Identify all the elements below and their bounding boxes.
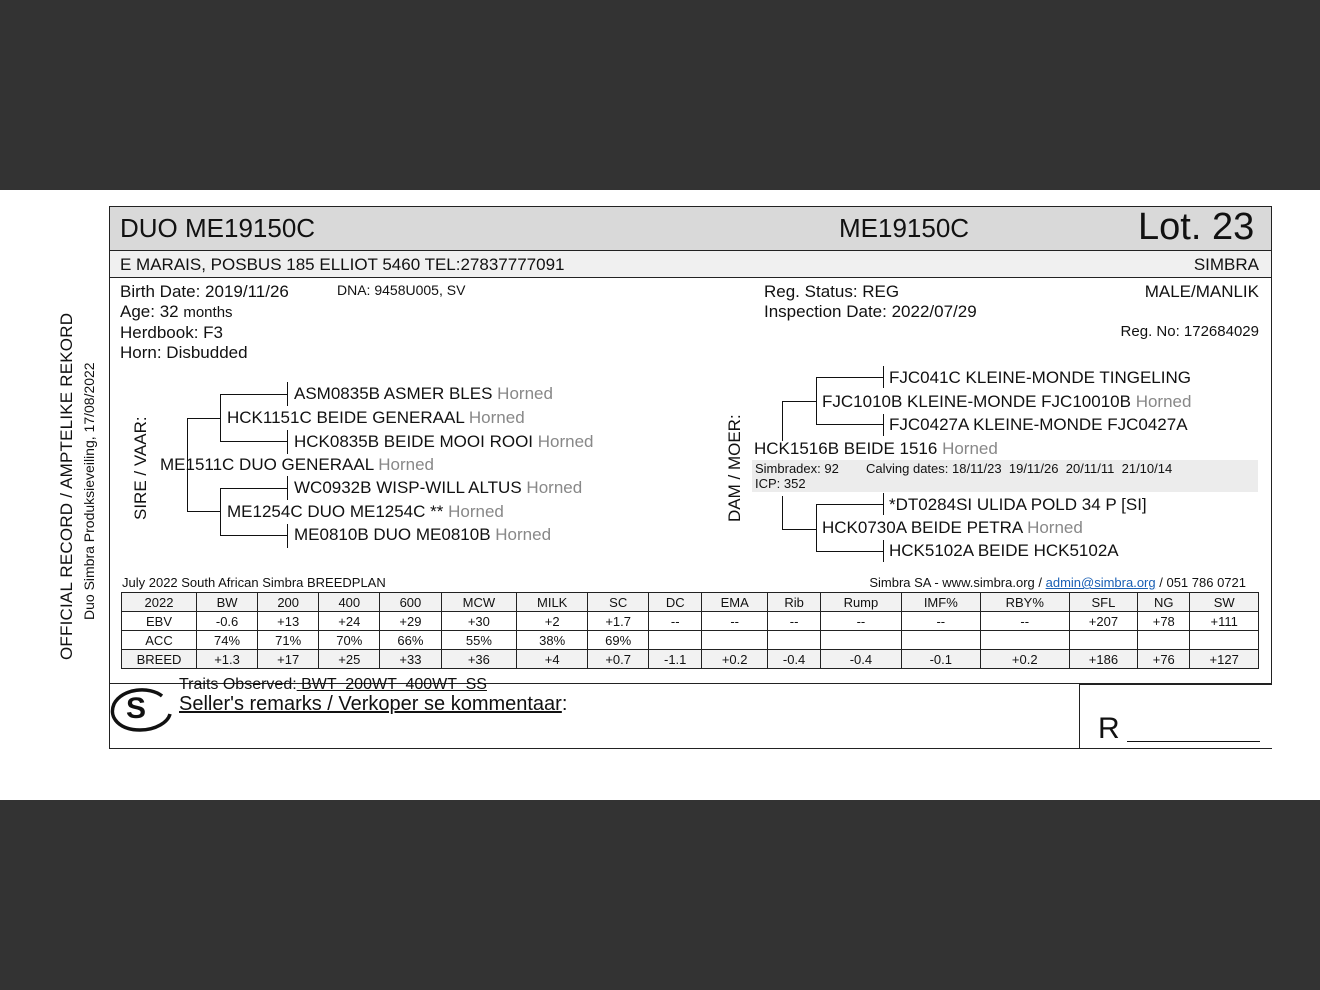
reg-number: Reg. No: 172684029 <box>1120 323 1259 340</box>
ebv-header-cell: MILK <box>517 593 588 612</box>
official-record-label: OFFICIAL RECORD / AMPTELIKE REKORD <box>57 312 76 660</box>
acc-row <box>122 631 1259 650</box>
dam-sire-sire: FJC041C KLEINE-MONDE TINGELING <box>889 368 1191 387</box>
breed-cell: +0.7 <box>588 650 649 669</box>
acc-cell <box>1190 631 1259 650</box>
sire-label: SIRE / VAAR: <box>131 416 150 520</box>
breed-cell: -1.1 <box>649 650 702 669</box>
acc-cell <box>1138 631 1190 650</box>
herdbook: Herdbook: F3 <box>120 323 223 342</box>
ebv-header-cell: IMF% <box>901 593 980 612</box>
sire-dam: ME1254C DUO ME1254C ** Horned <box>227 502 504 521</box>
acc-cell: 38% <box>517 631 588 650</box>
acc-cell: 66% <box>380 631 441 650</box>
ebv-header-row <box>122 593 1259 612</box>
dam-label: DAM / MOER: <box>725 414 744 522</box>
ebv-header-cell: NG <box>1138 593 1190 612</box>
acc-cell: 74% <box>197 631 258 650</box>
acc-cell <box>980 631 1069 650</box>
ebv-cell: -0.6 <box>197 612 258 631</box>
sire-sire-dam: HCK0835B BEIDE MOOI ROOI Horned <box>294 432 594 451</box>
reg-status: Reg. Status: REG <box>764 282 900 301</box>
breed-cell: +0.2 <box>980 650 1069 669</box>
dam-sire-dam: FJC0427A KLEINE-MONDE FJC0427A <box>889 415 1188 434</box>
acc-cell: 55% <box>441 631 517 650</box>
dam-dam-dam: HCK5102A BEIDE HCK5102A <box>889 541 1119 560</box>
auction-label: Duo Simbra Produksieveiling, 17/08/2022 <box>81 362 97 620</box>
seller-remarks: Seller's remarks / Verkoper se kommentaar: <box>179 693 568 715</box>
inspection-date: Inspection Date: 2022/07/29 <box>764 302 977 321</box>
horn-status: Horn: Disbudded <box>120 343 248 362</box>
animal-name: DUO ME19150C <box>120 213 316 243</box>
ebv-cell: -- <box>649 612 702 631</box>
sire-dam-sire: WC0932B WISP-WILL ALTUS Horned <box>294 478 583 497</box>
acc-cell: ACC <box>122 631 197 650</box>
sire-dam-dam: ME0810B DUO ME0810B Horned <box>294 525 552 544</box>
ebv-header-cell: SW <box>1190 593 1259 612</box>
ebv-header-cell: BW <box>197 593 258 612</box>
ebv-cell: +29 <box>380 612 441 631</box>
ebv-header-cell: Rib <box>768 593 821 612</box>
sire-sire-sire: ASM0835B ASMER BLES Horned <box>294 384 553 403</box>
sex: MALE/MANLIK <box>1144 282 1259 301</box>
price-line[interactable] <box>1127 741 1260 742</box>
acc-cell <box>702 631 768 650</box>
ebv-cell: -- <box>821 612 902 631</box>
ebv-cell: +13 <box>258 612 319 631</box>
ebv-cell: +111 <box>1190 612 1259 631</box>
breed-cell: +36 <box>441 650 517 669</box>
dam-dam: HCK0730A BEIDE PETRA Horned <box>822 518 1083 537</box>
breed-name: SIMBRA <box>1193 255 1259 274</box>
email-link[interactable]: admin@simbra.org <box>1045 575 1156 590</box>
dam: HCK1516B BEIDE 1516 Horned <box>754 439 998 458</box>
acc-cell <box>901 631 980 650</box>
ebv-header-cell: 600 <box>380 593 441 612</box>
price-symbol: R <box>1098 712 1120 745</box>
breed-cell: -0.1 <box>901 650 980 669</box>
breedplan-source: Simbra SA - www.simbra.org / admin@simbra.org / 051 786 0721 <box>869 575 1246 590</box>
breed-cell: +186 <box>1069 650 1138 669</box>
breed-cell: +25 <box>319 650 380 669</box>
breed-row <box>122 650 1259 669</box>
ebv-cell: +1.7 <box>588 612 649 631</box>
acc-cell <box>768 631 821 650</box>
ebv-header-cell: Rump <box>821 593 902 612</box>
breed-cell: +76 <box>1138 650 1190 669</box>
breed-cell: +17 <box>258 650 319 669</box>
ebv-cell: +30 <box>441 612 517 631</box>
ebv-cell: +207 <box>1069 612 1138 631</box>
acc-cell: 70% <box>319 631 380 650</box>
breedplan-title: July 2022 South African Simbra BREEDPLAN <box>122 575 386 590</box>
dam-dam-sire: *DT0284SI ULIDA POLD 34 P [SI] <box>889 495 1147 514</box>
breeder-info: E MARAIS, POSBUS 185 ELLIOT 5460 TEL:27837777091 <box>120 255 565 274</box>
ebv-header-cell: SFL <box>1069 593 1138 612</box>
ebv-header-cell: EMA <box>702 593 768 612</box>
dna-info: DNA: 9458U005, SV <box>337 282 466 298</box>
ebv-cell: +2 <box>517 612 588 631</box>
calving-dates: Calving dates: 18/11/23 19/11/26 20/11/11 21/10/14 <box>866 461 1173 476</box>
birth-date: Birth Date: 2019/11/26 <box>120 282 289 301</box>
animal-id: ME19150C <box>839 213 970 243</box>
icp: ICP: 352 <box>755 476 806 491</box>
acc-cell <box>821 631 902 650</box>
breed-cell: +127 <box>1190 650 1259 669</box>
ebv-header-cell: 400 <box>319 593 380 612</box>
ebv-cell: +78 <box>1138 612 1190 631</box>
ebv-header-cell: 2022 <box>122 593 197 612</box>
ebv-header-cell: RBY% <box>980 593 1069 612</box>
breed-cell: +4 <box>517 650 588 669</box>
ebv-header-cell: MCW <box>441 593 517 612</box>
ebv-cell: +24 <box>319 612 380 631</box>
ebv-cell: -- <box>980 612 1069 631</box>
breed-cell: +33 <box>380 650 441 669</box>
acc-cell: 69% <box>588 631 649 650</box>
ebv-header-cell: DC <box>649 593 702 612</box>
dam-sire: FJC1010B KLEINE-MONDE FJC10010B Horned <box>822 392 1192 411</box>
ebv-header-cell: SC <box>588 593 649 612</box>
breed-cell: +1.3 <box>197 650 258 669</box>
acc-cell <box>1069 631 1138 650</box>
sire-sire: HCK1151C BEIDE GENERAAL Horned <box>227 408 525 427</box>
acc-cell <box>649 631 702 650</box>
ebv-cell: -- <box>768 612 821 631</box>
breed-cell: -0.4 <box>821 650 902 669</box>
ebv-cell: -- <box>901 612 980 631</box>
lot-number: Lot. 23 <box>1138 206 1255 248</box>
ebv-header-cell: 200 <box>258 593 319 612</box>
age: Age: 32 months <box>120 302 233 321</box>
simbradex: Simbradex: 92 <box>755 461 839 476</box>
breed-cell: -0.4 <box>768 650 821 669</box>
traits-observed: Traits Observed: BWT 200WT 400WT SS <box>179 676 487 693</box>
ebv-cell: -- <box>702 612 768 631</box>
breed-cell: BREED <box>122 650 197 669</box>
ebv-cell: EBV <box>122 612 197 631</box>
breed-cell: +0.2 <box>702 650 768 669</box>
ebv-row <box>122 612 1259 631</box>
simbra-logo-icon <box>110 684 174 734</box>
svg-text:S: S <box>126 692 147 725</box>
ebv-table <box>121 592 1259 669</box>
sire: ME1511C DUO GENERAAL Horned <box>160 455 435 474</box>
acc-cell: 71% <box>258 631 319 650</box>
